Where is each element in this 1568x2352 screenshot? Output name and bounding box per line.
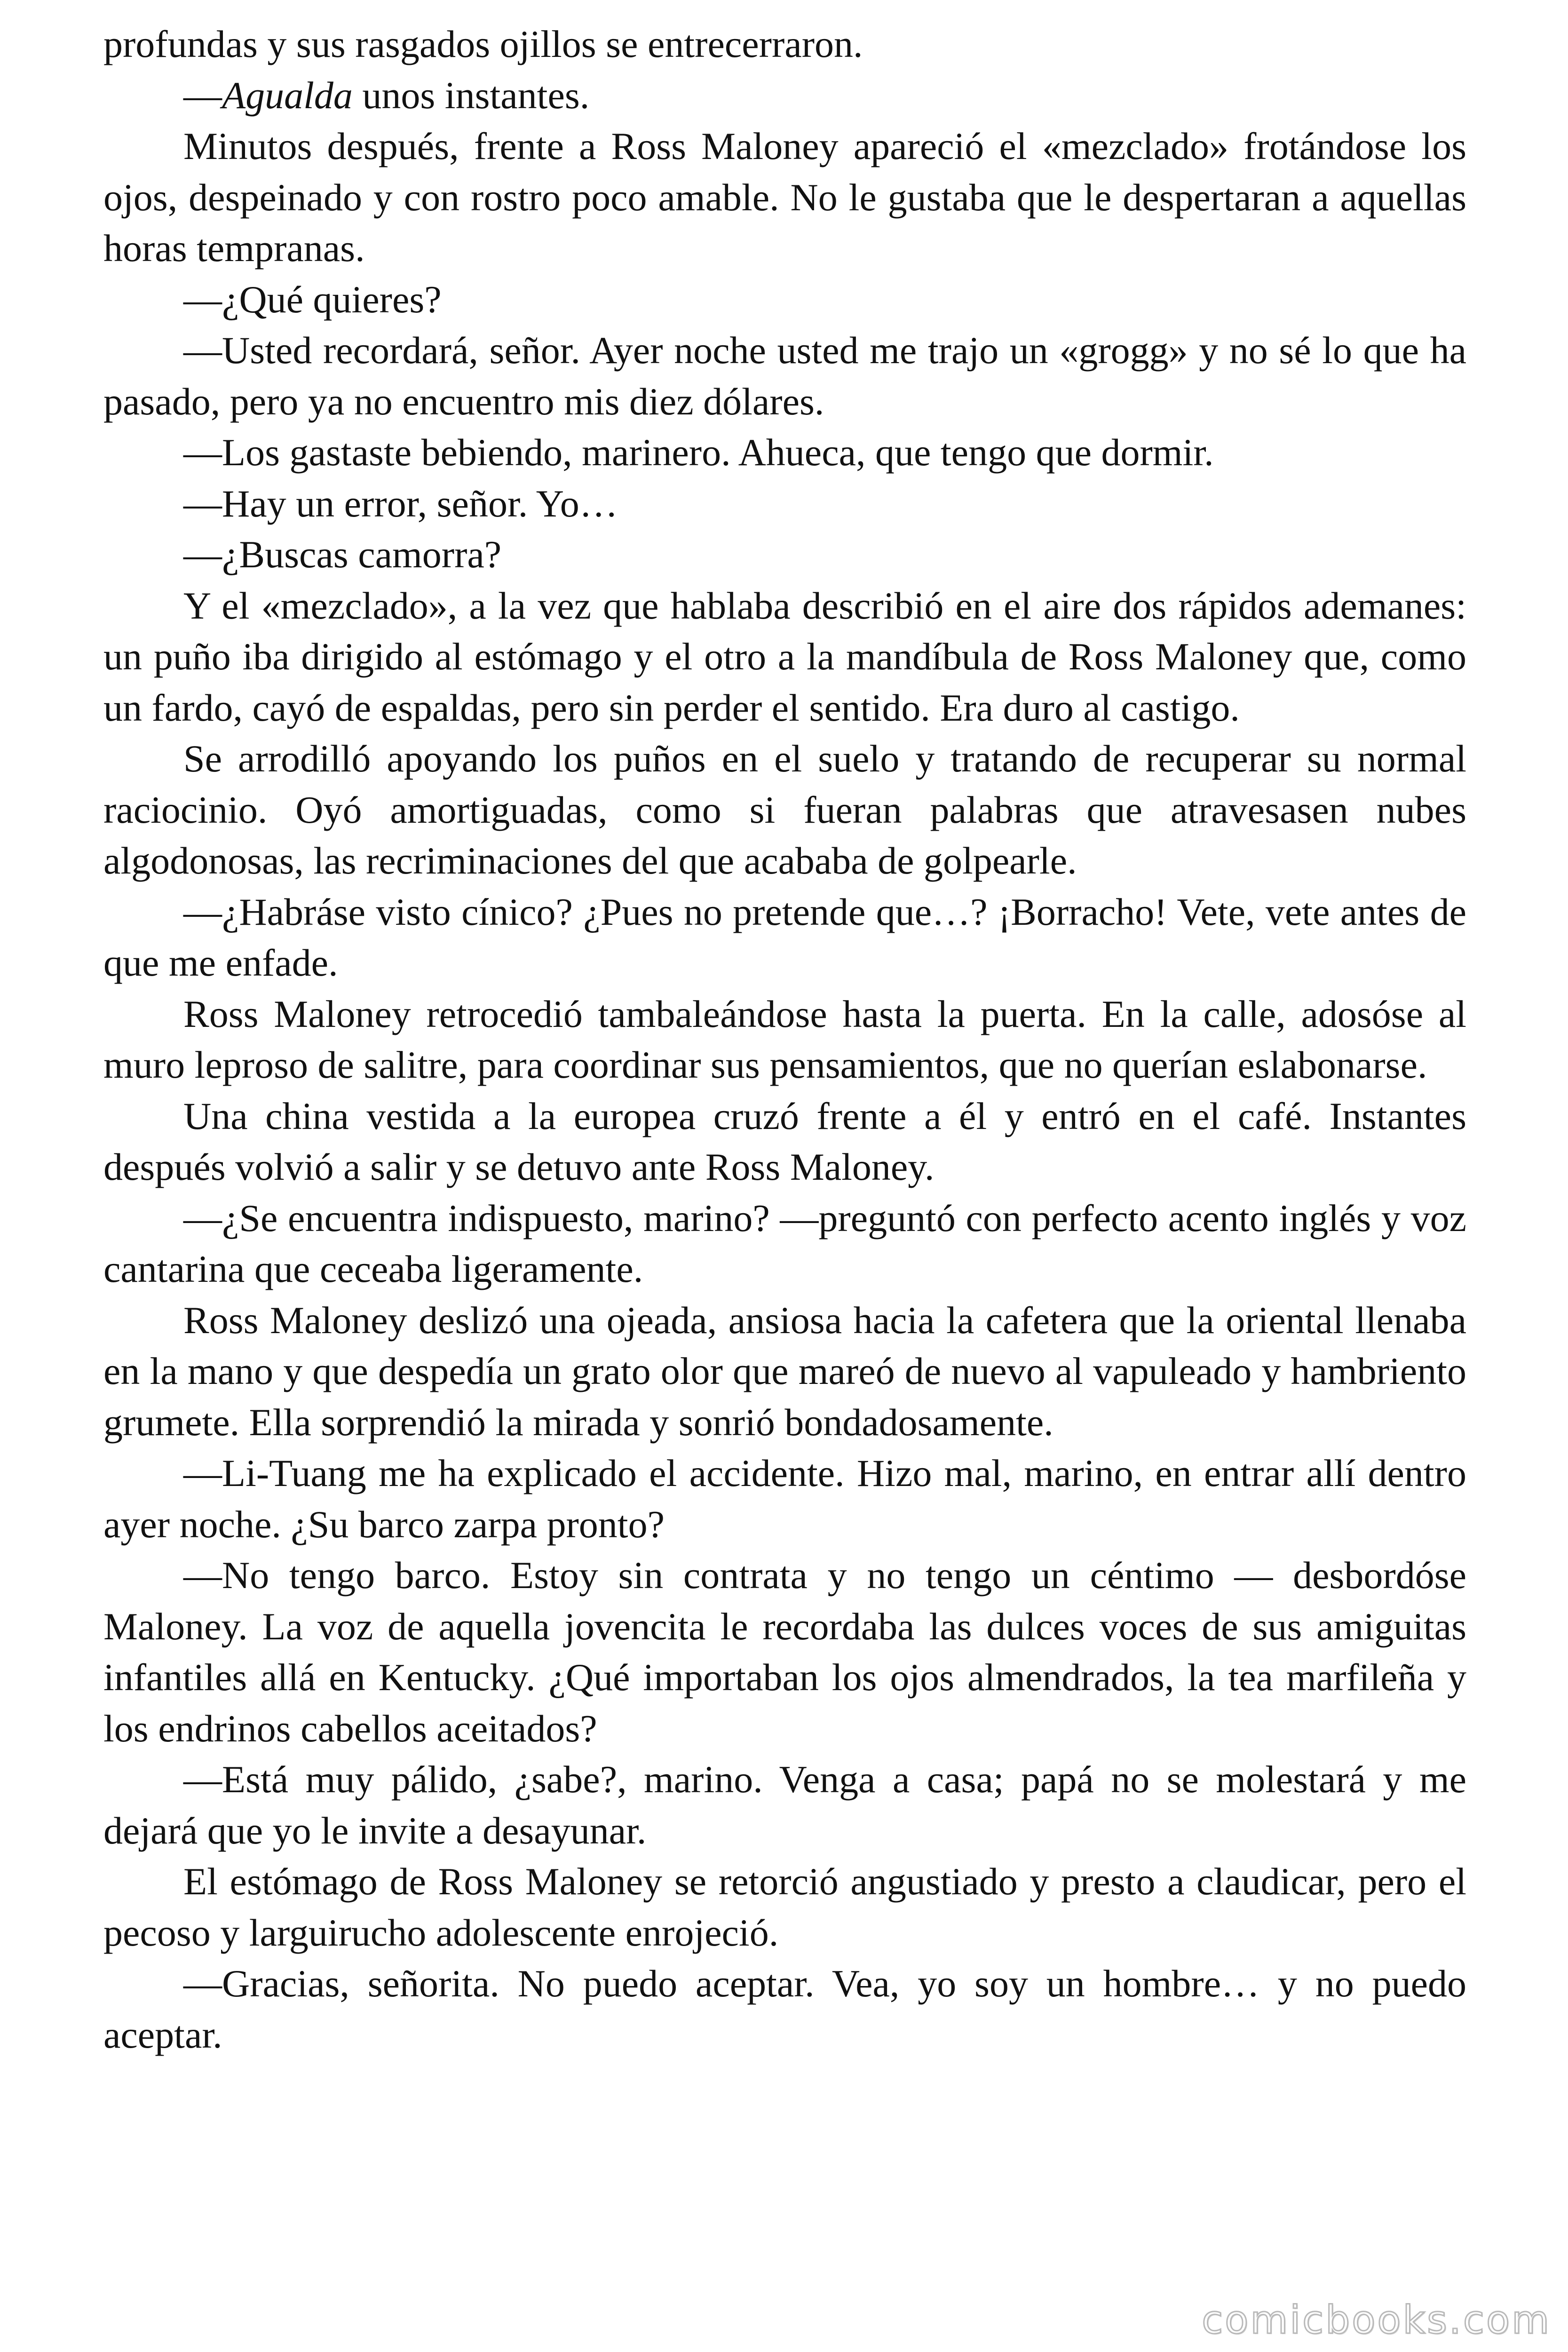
paragraph: —Los gastaste bebiendo, marinero. Ahueca, que tengo que dormir. bbox=[183, 431, 1214, 474]
paragraph: El estómago de Ross Maloney se retorció angustiado y presto a claudicar, pero el pecoso y larguirucho adolescente enrojeció. bbox=[103, 1860, 1466, 1954]
watermark: comicbooks.com bbox=[1202, 2298, 1551, 2343]
paragraph: —¿Buscas camorra? bbox=[183, 533, 502, 576]
paragraph: Una china vestida a la europea cruzó frente a él y entró en el café. Instantes después volvió a salir y se detuvo ante Ross Maloney. bbox=[103, 1094, 1466, 1188]
paragraph: —¿Habráse visto cínico? ¿Pues no pretende que…? ¡Borracho! Vete, vete antes de que me enfade. bbox=[103, 890, 1466, 984]
paragraph: Ross Maloney retrocedió tambaleándose hasta la puerta. En la calle, adosóse al muro leproso de salitre, para coordinar sus pensamientos, que no querían eslabonarse. bbox=[103, 992, 1466, 1086]
paragraph: Se arrodilló apoyando los puños en el suelo y tratando de recuperar su normal raciocinio. Oyó amortiguadas, como si fueran palabras que atravesasen nubes algodonosas, las recriminaciones del que acababa de golpearle. bbox=[103, 737, 1466, 882]
paragraph: —Li-Tuang me ha explicado el accidente. Hizo mal, marino, en entrar allí dentro ayer noche. ¿Su barco zarpa pronto? bbox=[103, 1452, 1466, 1546]
paragraph: —Gracias, señorita. No puedo aceptar. Vea, yo soy un hombre… y no puedo aceptar. bbox=[103, 1962, 1466, 2056]
emphasized-word: Agualda bbox=[222, 73, 353, 117]
paragraph: —¿Se encuentra indispuesto, marino? —preguntó con perfecto acento inglés y voz cantarina que ceceaba ligeramente. bbox=[103, 1196, 1466, 1290]
paragraph: Ross Maloney deslizó una ojeada, ansiosa hacia la cafetera que la oriental llenaba en la mano y que despedía un grato olor que mareó de nuevo al vapuleado y hambriento grumete. Ella sorprendió la mirada y sonrió bondadosamente. bbox=[103, 1298, 1466, 1444]
paragraph: —No tengo barco. Estoy sin contrata y no tengo un céntimo — desbordóse Maloney. La voz de aquella jovencita le recordaba las dulces voces de sus amiguitas infantiles allá en Kentucky. ¿Qué importaban los ojos almendrados, la tea marfileña y los endrinos cabellos aceitados? bbox=[103, 1554, 1466, 1750]
paragraph: —Está muy pálido, ¿sabe?, marino. Venga a casa; papá no se molestará y me dejará que yo le invite a desayunar. bbox=[103, 1758, 1466, 1852]
paragraph: —¿Qué quieres? bbox=[183, 278, 442, 321]
paragraph-emphasis bbox=[103, 70, 1466, 121]
paragraph: Y el «mezclado», a la vez que hablaba describió en el aire dos rápidos ademanes: un puño iba dirigido al estómago y el otro a la mandíbula de Ross Maloney que, como un fardo, cayó de espaldas, pero sin perder el sentido. Era duro al castigo. bbox=[103, 584, 1466, 729]
paragraph: —Usted recordará, señor. Ayer noche usted me trajo un «grogg» y no sé lo que ha pasado, pero ya no encuentro mis diez dólares. bbox=[103, 329, 1466, 423]
paragraph-tail: unos instantes. bbox=[352, 73, 590, 117]
paragraph: —Hay un error, señor. Yo… bbox=[183, 482, 618, 525]
dash: — bbox=[183, 73, 222, 117]
paragraph: profundas y sus rasgados ojillos se entrecerraron. bbox=[103, 23, 863, 65]
document-body bbox=[103, 19, 1466, 2060]
paragraph: Minutos después, frente a Ross Maloney apareció el «mezclado» frotándose los ojos, despeinado y con rostro poco amable. No le gustaba que le despertaran a aquellas horas tempranas. bbox=[103, 125, 1466, 270]
